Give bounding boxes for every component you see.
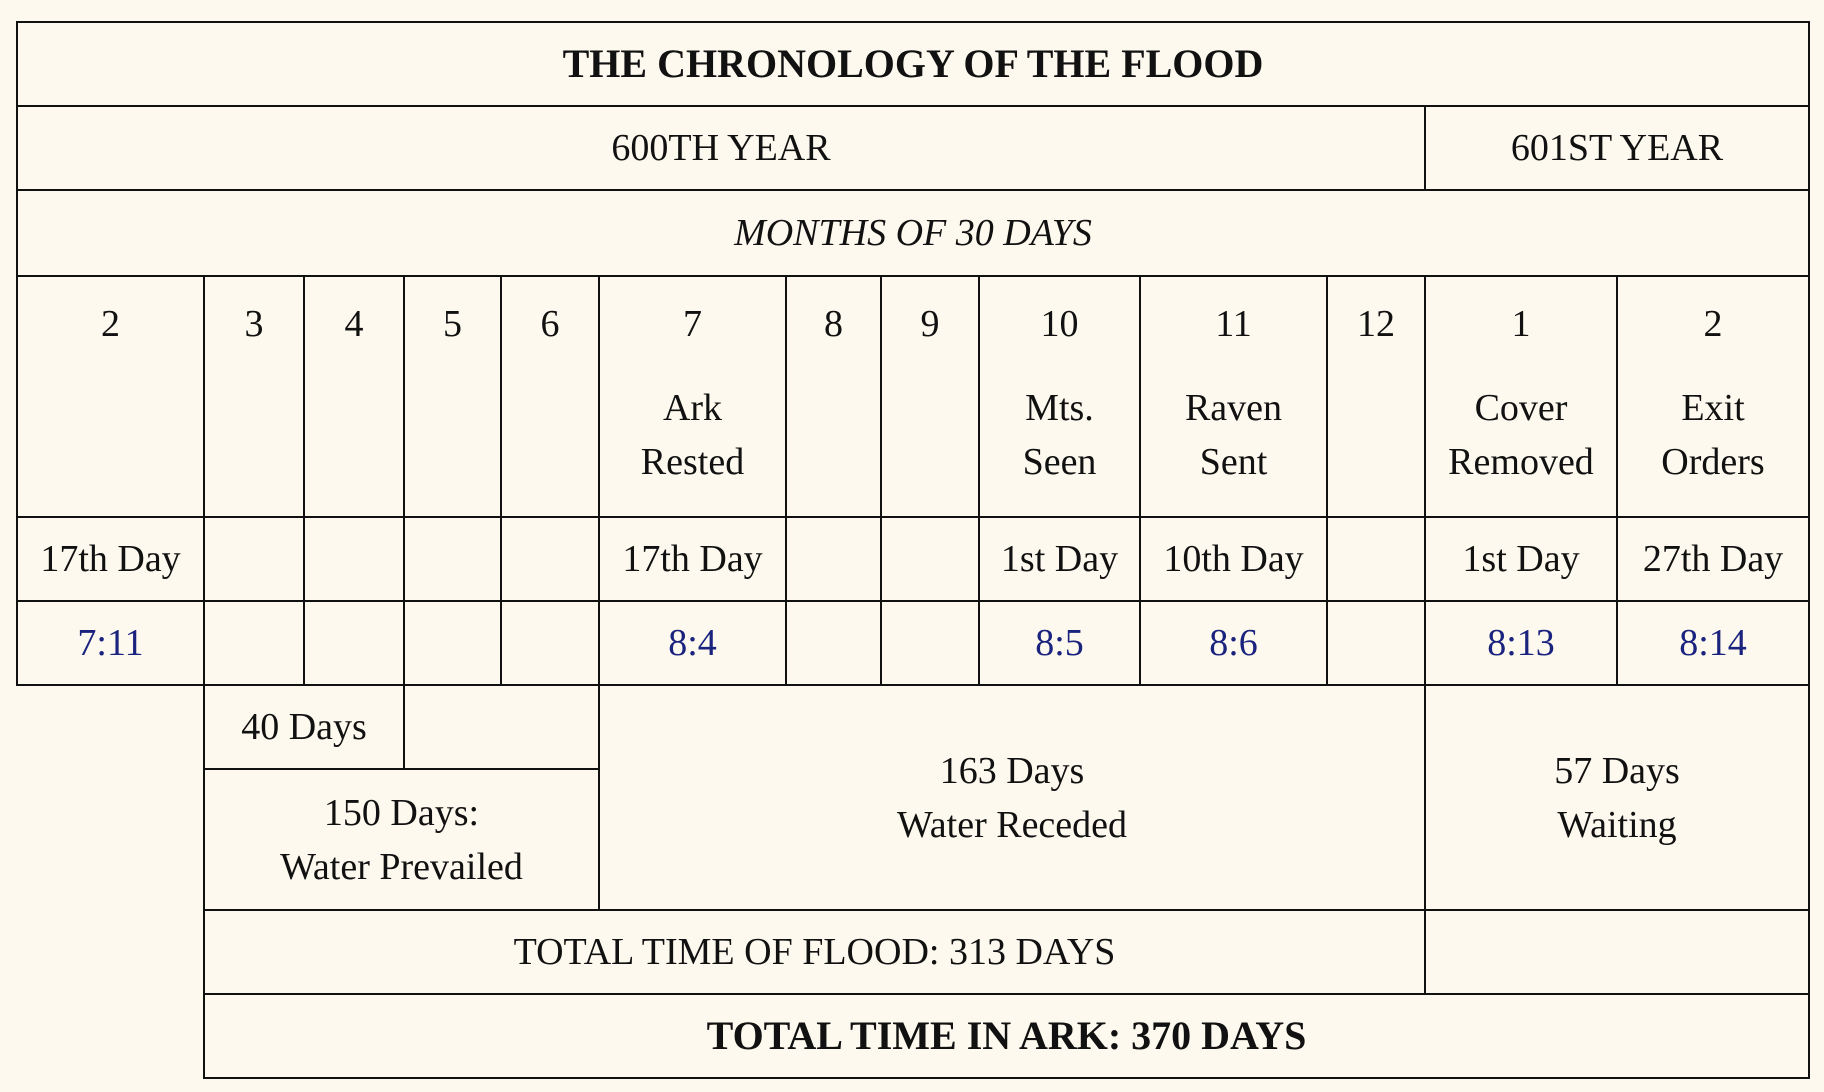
month-cell — [786, 276, 881, 517]
scripture-reference-row — [17, 601, 1809, 685]
month-number: 4 — [344, 303, 364, 345]
month-cell — [1140, 276, 1327, 517]
period-line: 57 Days — [1554, 749, 1680, 792]
month-number: 2 — [101, 303, 120, 345]
total-time-of-flood: TOTAL TIME OF FLOOD: 313 DAYS — [204, 910, 1425, 994]
month-number: 12 — [1357, 303, 1395, 345]
month-number: 5 — [443, 303, 462, 345]
period-line: 150 Days: — [323, 791, 480, 834]
period-line: Waiting — [1557, 803, 1677, 846]
event-day: 17th Day — [599, 517, 786, 601]
event-day — [204, 517, 304, 601]
left-blank-area — [17, 685, 204, 1078]
event-line: Seen — [1022, 441, 1097, 483]
month-cell — [881, 276, 979, 517]
water-receded-period — [599, 685, 1425, 910]
scripture-reference — [204, 601, 304, 685]
event-day: 1st Day — [1425, 517, 1617, 601]
event-label-exit-orders — [1618, 381, 1808, 489]
event-line: Cover — [1474, 387, 1568, 429]
scripture-reference: 8:14 — [1617, 601, 1809, 685]
month-number: 9 — [920, 303, 940, 345]
scripture-reference — [404, 601, 501, 685]
month-number: 6 — [540, 303, 560, 345]
scripture-reference — [1327, 601, 1425, 685]
empty-cell — [404, 685, 599, 769]
period-line: Water Prevailed — [280, 845, 523, 888]
scripture-reference: 8:5 — [979, 601, 1140, 685]
event-day — [786, 517, 881, 601]
month-cell — [1617, 276, 1809, 517]
months-of-30-days-header: MONTHS OF 30 DAYS — [17, 190, 1809, 276]
event-day: 27th Day — [1617, 517, 1809, 601]
month-cell — [404, 276, 501, 517]
month-number-row — [17, 276, 1809, 517]
month-cell — [17, 276, 204, 517]
event-label-ark-rested — [600, 381, 785, 489]
month-number: 7 — [683, 303, 702, 345]
event-line: Removed — [1448, 441, 1594, 483]
month-cell — [1327, 276, 1425, 517]
month-cell — [599, 276, 786, 517]
table-title: THE CHRONOLOGY OF THE FLOOD — [17, 22, 1809, 106]
scripture-reference — [304, 601, 404, 685]
event-line: Rested — [640, 441, 745, 483]
event-day — [881, 517, 979, 601]
month-number: 10 — [1040, 303, 1079, 345]
event-day-row — [17, 517, 1809, 601]
event-day: 10th Day — [1140, 517, 1327, 601]
month-cell — [304, 276, 404, 517]
month-number: 1 — [1511, 303, 1531, 345]
year-601-header: 601ST YEAR — [1425, 106, 1809, 190]
month-cell — [979, 276, 1140, 517]
event-line: Mts. — [1025, 387, 1094, 429]
event-day — [1327, 517, 1425, 601]
event-label-raven-sent — [1141, 381, 1326, 489]
scripture-reference: 8:6 — [1140, 601, 1327, 685]
event-line: Orders — [1661, 441, 1765, 483]
total-time-in-ark: TOTAL TIME IN ARK: 370 DAYS — [204, 994, 1809, 1078]
month-number: 2 — [1703, 303, 1723, 345]
event-line: Raven — [1184, 387, 1283, 429]
period-line: Water Receded — [896, 803, 1128, 846]
month-cell — [1425, 276, 1617, 517]
water-prevailed-period — [204, 769, 599, 910]
event-day: 17th Day — [17, 517, 204, 601]
scripture-reference — [881, 601, 979, 685]
period-line: 163 Days — [939, 749, 1085, 792]
scripture-reference — [786, 601, 881, 685]
waiting-period — [1425, 685, 1809, 910]
empty-cell — [1425, 910, 1809, 994]
event-day — [501, 517, 599, 601]
scripture-reference: 7:11 — [17, 601, 204, 685]
event-day — [304, 517, 404, 601]
event-line: Ark — [662, 387, 723, 429]
flood-chronology-table — [16, 21, 1810, 1079]
forty-days-rain: 40 Days — [204, 685, 404, 769]
month-number: 3 — [244, 303, 264, 345]
scripture-reference: 8:13 — [1425, 601, 1617, 685]
event-line: Sent — [1199, 441, 1268, 483]
scripture-reference — [501, 601, 599, 685]
month-number: 8 — [824, 303, 843, 345]
year-600-header: 600TH YEAR — [17, 106, 1425, 190]
month-cell — [204, 276, 304, 517]
event-label-cover-removed — [1426, 381, 1616, 489]
event-day: 1st Day — [979, 517, 1140, 601]
event-label-mts-seen — [980, 381, 1139, 489]
month-number: 11 — [1215, 303, 1252, 345]
month-cell — [501, 276, 599, 517]
scripture-reference: 8:4 — [599, 601, 786, 685]
event-day — [404, 517, 501, 601]
event-line: Exit — [1681, 387, 1745, 429]
